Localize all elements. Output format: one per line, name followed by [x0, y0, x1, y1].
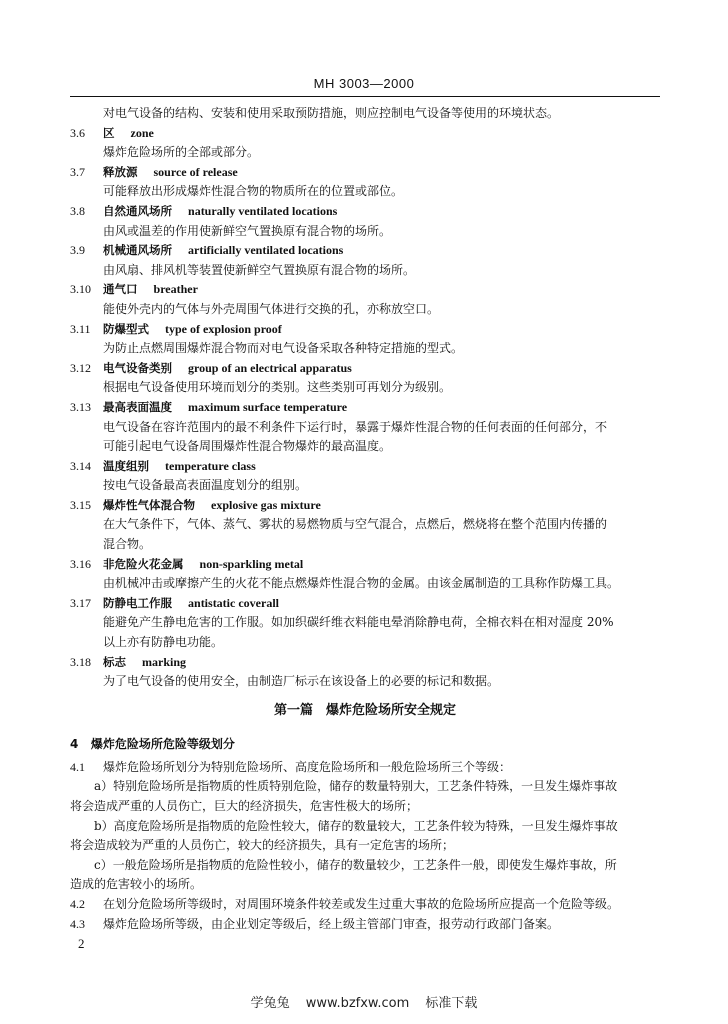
term-number: 3.6: [70, 125, 85, 140]
section-heading: [70, 732, 660, 756]
term-heading: [70, 653, 660, 673]
term-definition: 可能释放出形成爆炸性混合物的物质所在的位置或部位。: [103, 184, 404, 199]
term-heading: [70, 398, 660, 418]
term-english: breather: [153, 282, 198, 297]
term-definition: 以上亦有防静电功能。: [103, 635, 224, 650]
term-definition: 能避免产生静电危害的工作服。如加织碳纤维衣料能电晕消除静电荷，全棉衣料在相对湿度 20%: [103, 615, 614, 630]
clause-text: 爆炸危险场所划分为特别危险场所、高度危险场所和一般危险场所三个等级：: [103, 759, 512, 774]
term-definition: 由风或温差的作用使新鲜空气置换原有混合物的场所。: [103, 223, 392, 238]
term-heading: [70, 555, 660, 575]
term-label: [103, 457, 256, 477]
term-chinese: 自然通风场所: [103, 203, 172, 218]
term-heading: [70, 124, 660, 144]
term-number: 3.8: [70, 203, 85, 218]
term-english: naturally ventilated locations: [188, 203, 338, 218]
document-body: [70, 104, 660, 934]
term-heading: [70, 241, 660, 261]
term-number: 3.9: [70, 243, 85, 258]
term-english: temperature class: [165, 458, 256, 473]
term-label: [103, 653, 186, 673]
section-number: 4: [70, 736, 79, 751]
term-number: 3.18: [70, 654, 91, 669]
term-label: [103, 398, 347, 418]
footer: [0, 992, 728, 1011]
term-definition: 混合物。: [103, 537, 152, 552]
term-english: antistatic coverall: [188, 595, 279, 610]
clause-continuation: 造成的危害较小的场所。: [70, 877, 203, 892]
intro-line: 对电气设备的结构、安装和使用采取预防措施，则应控制电气设备等使用的环境状态。: [103, 106, 560, 120]
term-chinese: 通气口: [103, 282, 138, 297]
term-heading: [70, 359, 660, 379]
term-english: marking: [142, 654, 187, 669]
section-title: 爆炸危险场所危险等级划分: [90, 736, 235, 751]
clause-continuation: 将会造成严重的人员伤亡，巨大的经济损失，危害性极大的场所；: [70, 799, 419, 813]
clause-line: a）特别危险场所是指物质的性质特别危险，储存的数量特别大，工艺条件特殊，一旦发生爆炸事故: [94, 779, 618, 794]
term-english: artificially ventilated locations: [188, 243, 344, 258]
term-chinese: 最高表面温度: [103, 399, 172, 414]
term-english: source of release: [153, 164, 238, 179]
term-heading: [70, 163, 660, 183]
clause-text: 在划分危险场所等级时，对周围环境条件较差或发生过重大事故的危险场所应提高一个危险等级。: [103, 896, 620, 911]
term-number: 3.10: [70, 282, 91, 297]
term-english: explosive gas mixture: [211, 497, 321, 512]
term-label: [103, 202, 337, 222]
term-number: 3.16: [70, 556, 91, 571]
part-title: 第一篇 爆炸危险场所安全规定: [273, 702, 456, 718]
term-number: 3.12: [70, 360, 91, 375]
term-number: 3.15: [70, 497, 91, 512]
clause-line: [70, 915, 660, 935]
term-definition: 能使外壳内的气体与外壳周围气体进行交换的孔，亦称放空口。: [103, 301, 440, 316]
term-label: [103, 280, 198, 300]
clause-number: 4.1: [70, 759, 85, 774]
clause-line: [70, 895, 660, 915]
term-number: 3.17: [70, 595, 91, 610]
term-chinese: 非危险火花金属: [103, 556, 184, 571]
term-chinese: 释放源: [103, 164, 138, 179]
clause-line: b）高度危险场所是指物质的危险性较大，储存的数量较大，工艺条件较为特殊，一旦发生爆炸事故: [94, 818, 618, 833]
term-heading: [70, 594, 660, 614]
term-chinese: 爆炸性气体混合物: [103, 497, 195, 512]
term-heading: [70, 320, 660, 340]
footer-url: www.bzfxw.com: [305, 996, 410, 1011]
term-definition: 为了电气设备的使用安全，由制造厂标示在该设备上的必要的标记和数据。: [103, 674, 500, 689]
terms-list: [70, 124, 660, 692]
term-definition: 爆炸危险场所的全部或部分。: [103, 145, 260, 160]
footer-site-name: 学兔兔: [250, 996, 290, 1011]
term-definition: 电气设备在容许范围内的最不利条件下运行时，暴露于爆炸性混合物的任何表面的任何部分，不: [103, 419, 608, 434]
clause-line: [70, 758, 660, 778]
term-number: 3.14: [70, 458, 91, 473]
term-heading: [70, 202, 660, 222]
term-chinese: 电气设备类别: [103, 360, 172, 375]
term-heading: [70, 280, 660, 300]
term-heading: [70, 457, 660, 477]
term-definition: 按电气设备最高表面温度划分的组别。: [103, 478, 308, 493]
footer-tagline: 标准下载: [425, 996, 478, 1011]
term-label: [103, 320, 282, 340]
clause-number: 4.2: [70, 896, 85, 911]
term-label: [103, 241, 343, 261]
clause-number: 4.3: [70, 916, 85, 931]
standard-code: MH 3003—2000: [313, 76, 415, 91]
term-chinese: 标志: [103, 654, 126, 669]
term-english: maximum surface temperature: [188, 399, 348, 414]
term-number: 3.7: [70, 164, 85, 179]
header-rule: [70, 96, 660, 97]
term-label: [103, 594, 279, 614]
term-definition: 可能引起电气设备周围爆炸性混合物爆炸的最高温度。: [103, 439, 392, 454]
term-label: [103, 124, 154, 144]
term-english: group of an electrical apparatus: [188, 360, 352, 375]
term-english: zone: [130, 125, 154, 140]
term-chinese: 防静电工作服: [103, 595, 172, 610]
term-definition: 为防止点燃周围爆炸混合物而对电气设备采取各种特定措施的型式。: [103, 341, 464, 356]
term-label: [103, 359, 352, 379]
term-chinese: 机械通风场所: [103, 243, 172, 258]
term-english: type of explosion proof: [165, 321, 282, 336]
clause-text: 爆炸危险场所等级，由企业划定等级后，经上级主管部门审查，报劳动行政部门备案。: [103, 916, 560, 931]
term-label: [103, 163, 238, 183]
page-number: 2: [78, 936, 85, 951]
term-definition: 在大气条件下，气体、蒸气、雾状的易燃物质与空气混合，点燃后，燃烧将在整个范围内传播的: [103, 517, 608, 532]
clause-continuation: 将会造成较为严重的人员伤亡，较大的经济损失，具有一定危害的场所；: [70, 838, 455, 853]
clauses-list: [70, 758, 660, 934]
term-definition: 由机械冲击或摩擦产生的火花不能点燃爆炸性混合物的金属。由该金属制造的工具称作防爆工具。: [103, 576, 620, 591]
term-chinese: 区: [103, 125, 115, 140]
term-chinese: 防爆型式: [103, 321, 149, 336]
term-definition: 由风扇、排风机等装置使新鲜空气置换原有混合物的场所。: [103, 262, 416, 277]
term-number: 3.13: [70, 399, 91, 414]
term-chinese: 温度组别: [103, 458, 149, 473]
term-english: non-sparkling metal: [199, 556, 304, 571]
clause-line: c）一般危险场所是指物质的危险性较小，储存的数量较少，工艺条件一般，即使发生爆炸事故，所: [94, 857, 617, 872]
term-definition: 根据电气设备使用环境而划分的类别。这些类别可再划分为级别。: [103, 380, 452, 395]
term-label: [103, 555, 303, 575]
term-number: 3.11: [70, 321, 91, 336]
term-label: [103, 496, 321, 516]
term-heading: [70, 496, 660, 516]
